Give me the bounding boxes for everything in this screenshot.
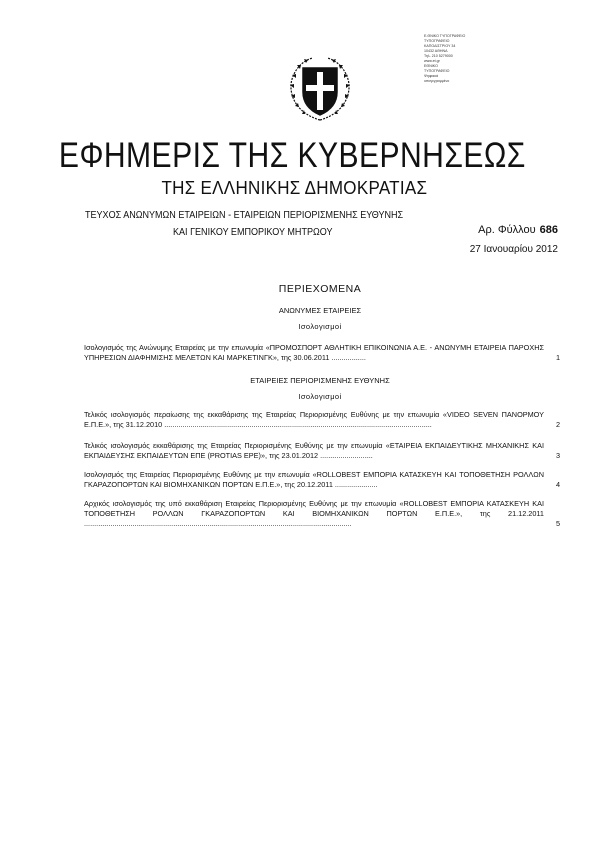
- section-title: ΑΝΩΝΥΜΕΣ ΕΤΑΙΡΕΙΕΣ: [278, 306, 362, 315]
- entry-page-number: 2: [555, 420, 560, 429]
- entry-page-number: 3: [555, 451, 560, 460]
- entry-text: Αρχικός ισολογισμός της υπό εκκαθάριση Εταιρείας Περιορισμένης Ευθύνης με την επωνυμία «ROLLOBEST ΕΜΠΟΡΙΑ ΚΑΤΑΣΚΕΥΗ ΚΑΙ ΤΟΠΟΘΕΤΗΣΗ ΡΟΛΛΩΝ ΓΚΑΡΑΖΟΠΟΡΤΩΝ ΚΑΙ ΒΙΟΜΗΧΑΝΙΚΩΝ ΠΟΡΤΩΝ Ε.Π.Ε.», της 21.12.2011 ....................................................................................................................................: [84, 499, 544, 528]
- section-subtitle: Ισολογισμοί: [298, 392, 342, 401]
- contents-entry[interactable]: [84, 343, 560, 363]
- stamp-line: Τηλ. 210 5279000: [424, 54, 453, 58]
- entry-page-number: 5: [555, 519, 560, 528]
- section-subtitle: Ισολογισμοί: [298, 322, 342, 331]
- stamp-line: υπογεγραμμένο: [424, 79, 450, 83]
- contents-entry[interactable]: [84, 410, 560, 430]
- section-title: ΕΤΑΙΡΕΙΕΣ ΠΕΡΙΟΡΙΣΜΕΝΗΣ ΕΥΘΥΝΗΣ: [250, 376, 390, 385]
- stamp-line: Ε.ΘΝΙΚΟ ΤΥΠΟΓΡΑΦΕΙΟ: [424, 34, 466, 38]
- entry-text: Ισολογισμός της Ανώνυμης Εταιρείας με την επωνυμία «ΠΡΟΜΟΣΠΟΡΤ ΑΘΛΗΤΙΚΗ ΕΠΙΚΟΙΝΩΝΙΑ Α.Ε. - ΑΝΩΝΥΜΗ ΕΤΑΙΡΕΙΑ ΠΑΡΟΧΗΣ ΥΠΗΡΕΣΙΩΝ ΔΙΑΦΗΜΙΣΗΣ ΜΕΛΕΤΩΝ ΚΑΙ ΜΑΡΚΕΤΙΝΓΚ», της 30.06.2011 .................: [84, 343, 544, 362]
- entry-page-number: 4: [555, 480, 560, 489]
- sheet-number-value: 686: [539, 224, 558, 236]
- issue-type-line-1: ΤΕΥΧΟΣ ΑΝΩΝΥΜΩΝ ΕΤΑΙΡΕΙΩΝ - ΕΤΑΙΡΕΙΩΝ ΠΕΡΙΟΡΙΣΜΕΝΗΣ ΕΥΘΥΝΗΣ: [85, 209, 404, 221]
- stamp-line: ΕΘΝΙΚΟ: [424, 64, 438, 68]
- gazette-subtitle: ΤΗΣ ΕΛΛΗΝΙΚΗΣ ΔΗΜΟΚΡΑΤΙΑΣ: [161, 177, 428, 198]
- sheet-label: Αρ. Φύλλου: [478, 224, 536, 236]
- issue-date: 27 Ιανουαρίου 2012: [469, 244, 558, 255]
- stamp-line: ΚΑΠΟΔΙΣΤΡΙΟΥ 34: [424, 44, 456, 48]
- entry-text: Ισολογισμός της Εταιρείας Περιορισμένης Ευθύνης με την επωνυμία «ROLLOBEST ΕΜΠΟΡΙΑ ΚΑΤΑΣΚΕΥΗ ΚΑΙ ΤΟΠΟΘΕΤΗΣΗ ΡΟΛΛΩΝ ΓΚΑΡΑΖΟΠΟΡΤΩΝ ΚΑΙ ΒΙΟΜΗΧΑΝΙΚΩΝ ΠΟΡΤΩΝ Ε.Π.Ε.», της 20.12.2011 .....................: [84, 470, 544, 489]
- greek-coat-of-arms-icon: [285, 54, 355, 124]
- sheet-number: [478, 224, 558, 236]
- contents-heading: ΠΕΡΙΕΧΟΜΕΝΑ: [278, 283, 362, 295]
- gazette-title: ΕΦΗΜΕΡΙΣ ΤΗΣ ΚΥΒΕΡΝΗΣΕΩΣ: [58, 136, 526, 175]
- stamp-line: Ψηφιακά: [424, 74, 439, 78]
- contents-entry[interactable]: [84, 499, 560, 529]
- stamp-line: ΤΥΠΟΓΡΑΦΕΙΟ: [424, 69, 450, 73]
- digital-signature-stamp: [424, 34, 484, 84]
- stamp-line: 10432 ΑΘΗΝΑ: [424, 49, 448, 53]
- stamp-line: ΤΥΠΟΓΡΑΦΕΙΟ: [424, 39, 450, 43]
- entry-text: Τελικός ισολογισμός εκκαθάρισης της Εταιρείας Περιορισμένης Ευθύνης με την επωνυμία «ΕΤΑΙΡΕΙΑ ΕΚΠΑΙΔΕΥΤΙΚΗΣ ΜΗΧΑΝΙΚΗΣ ΚΑΙ ΕΚΠΑΙΔΕΥΣΗΣ ΕΚΠΑΙΔΕΥΤΩΝ ΕΠΕ (PROTIAS EPE)», της 23.01.2012 ..........................: [84, 441, 544, 460]
- contents-entry[interactable]: [84, 470, 560, 490]
- entry-text: Τελικός ισολογισμός περαίωσης της εκκαθάρισης της Εταιρείας Περιορισμένης Ευθύνης με την επωνυμία «VIDEO SEVEN ΠΑΝΟΡΜΟΥ Ε.Π.Ε.», της 31.12.2010 ....................................................................................................................................: [84, 410, 544, 429]
- entry-page-number: 1: [555, 353, 560, 362]
- contents-entry[interactable]: [84, 441, 560, 461]
- issue-type-line-2: ΚΑΙ ΓΕΝΙΚΟΥ ΕΜΠΟΡΙΚΟΥ ΜΗΤΡΩΟΥ: [173, 226, 333, 238]
- stamp-line: www.et.gr: [424, 59, 440, 63]
